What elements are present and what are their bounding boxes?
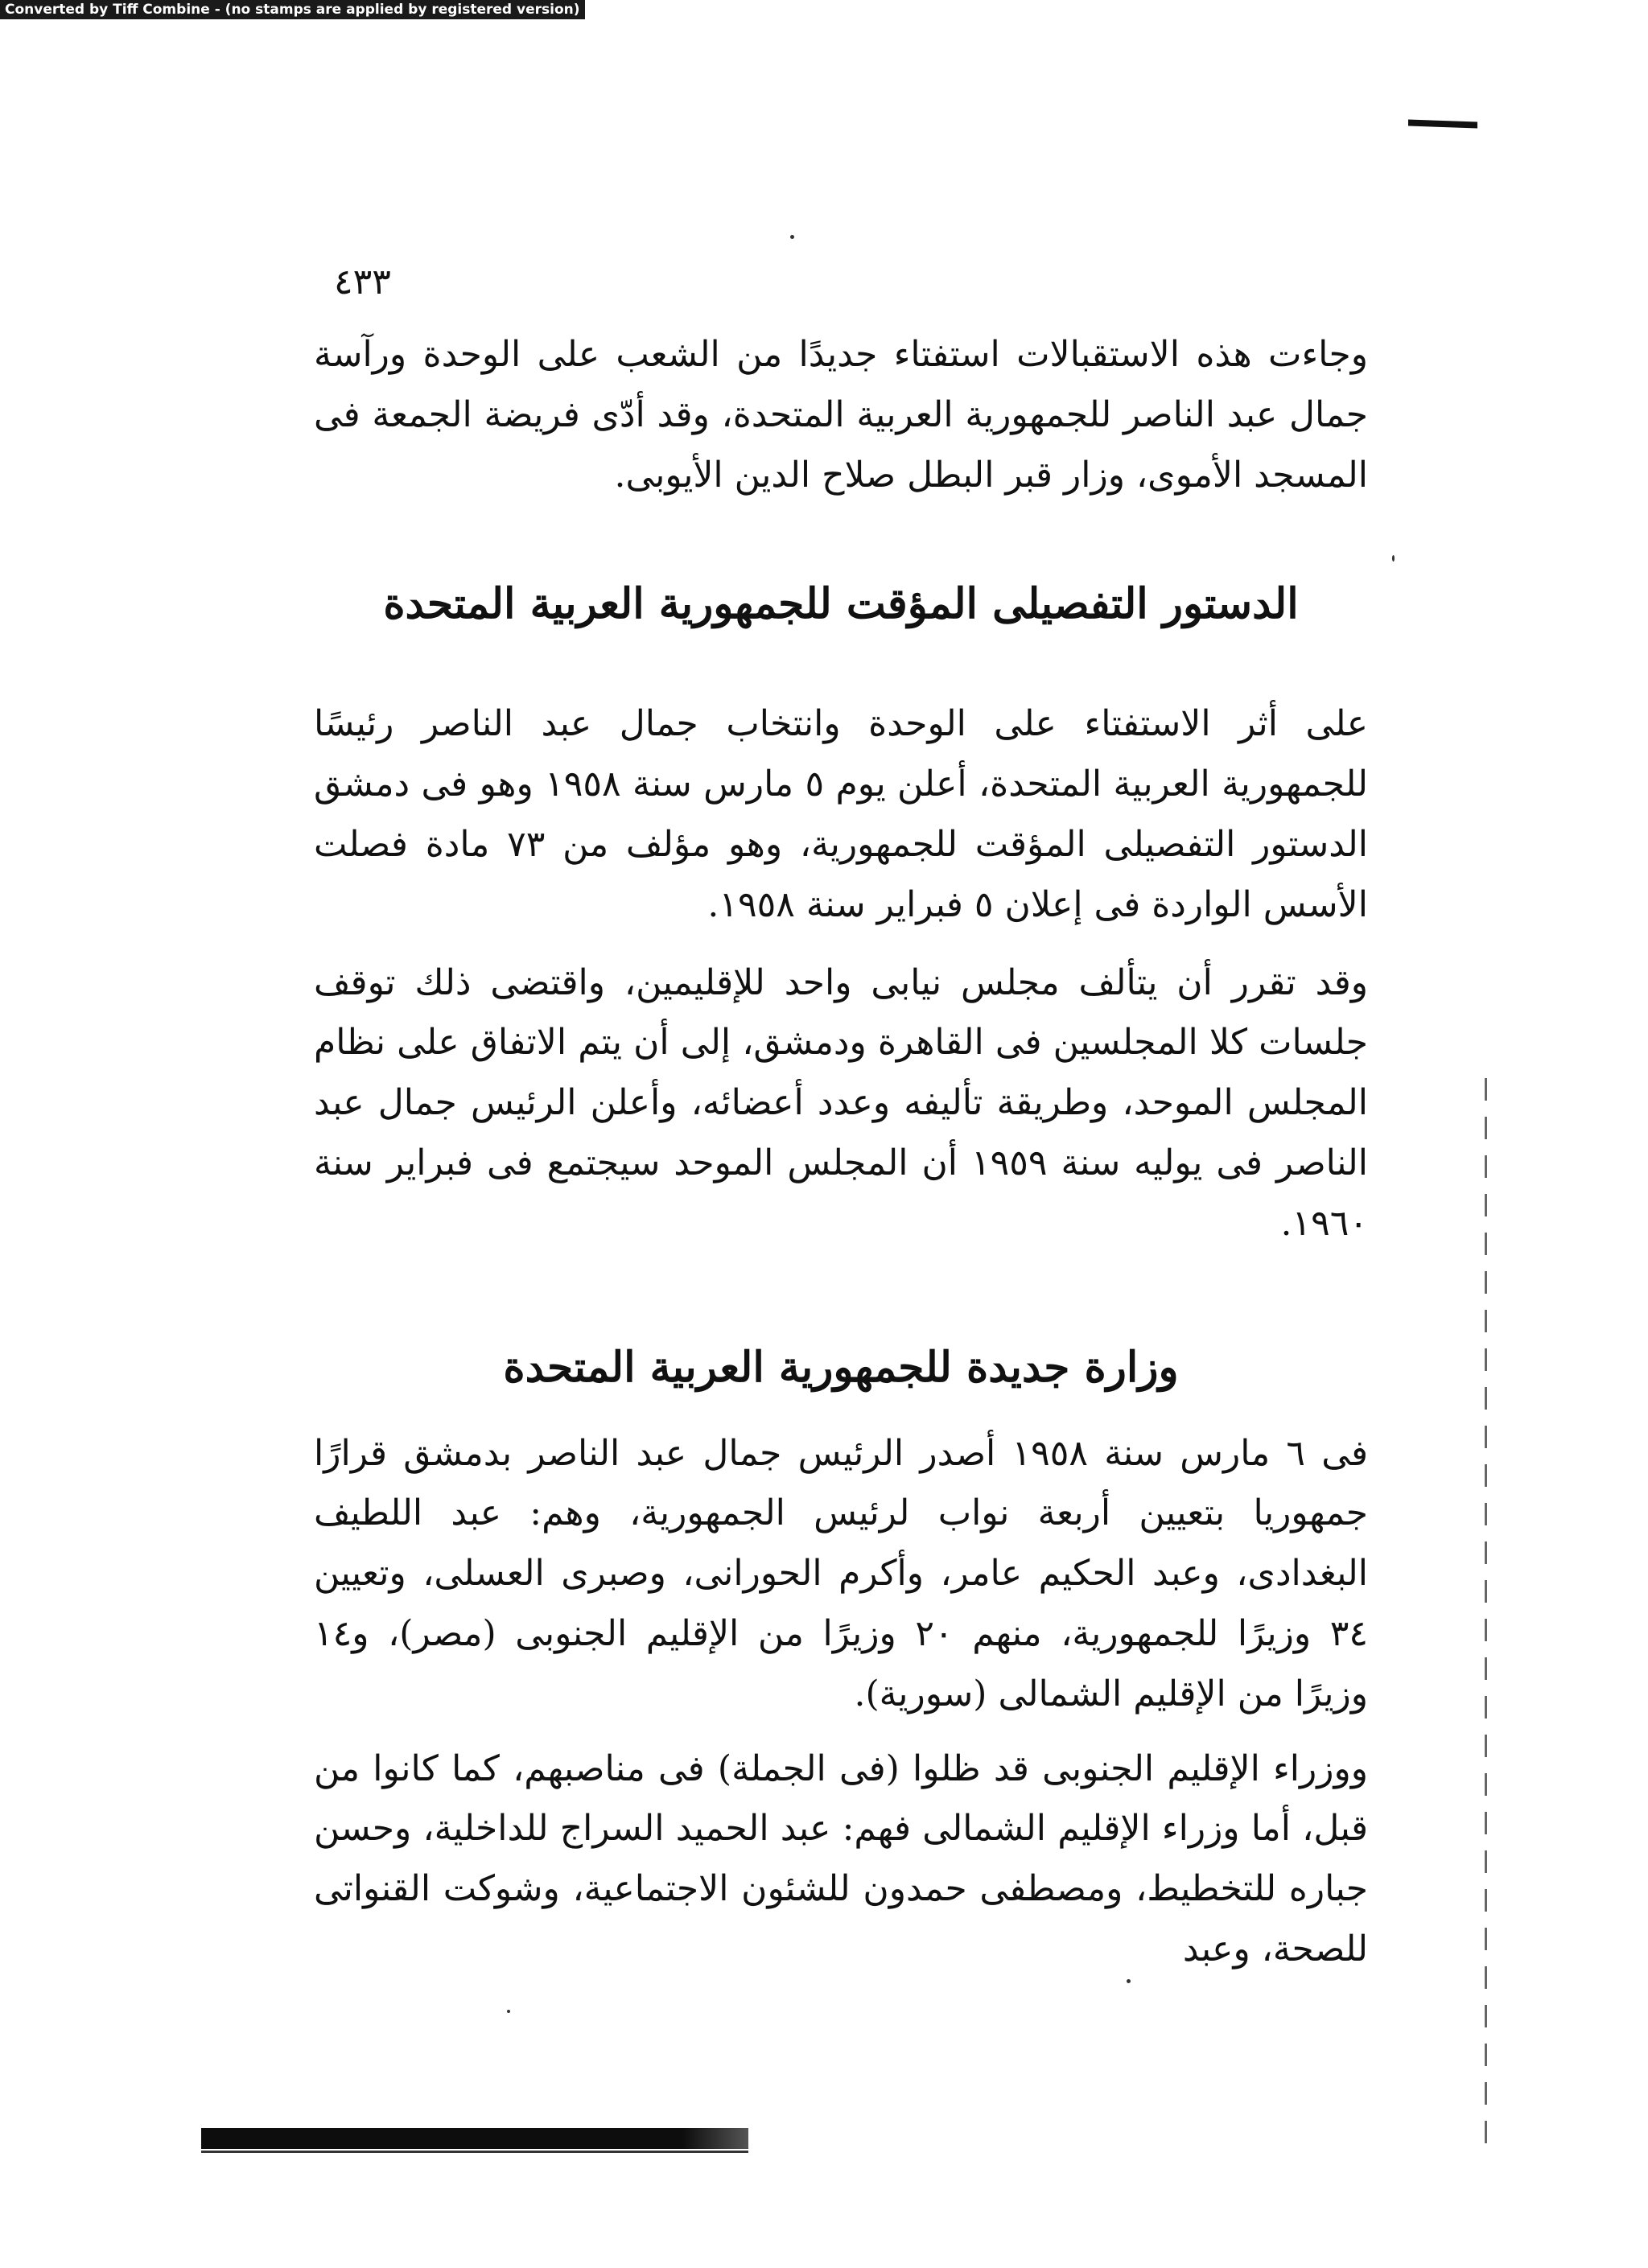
scan-speck bbox=[790, 235, 794, 239]
page-number: ٤٣٣ bbox=[334, 261, 391, 303]
scan-speck bbox=[1127, 1979, 1131, 1983]
scan-speck bbox=[1392, 555, 1395, 562]
paragraph-intro: وجاءت هذه الاستقبالات استفتاء جديدًا من الشعب على الوحدة ورآسة جمال عبد الناصر للجمهورية العربية المتحدة، وقد أدّى فريضة الجمعة فى المسجد الأموى، وزار قبر البطل صلاح الدين الأيوبى. bbox=[314, 334, 1369, 496]
paragraph-constitution-2: وقد تقرر أن يتألف مجلس نيابى واحد للإقليمين، واقتضى ذلك توقف جلسات كلا المجلسين فى القاهرة ودمشق، إلى أن يتم الاتفاق على نظام المجلس الموحد، وطريقة تأليفه وعدد أعضائه، وأعلن الرئيس جمال عبد الناصر فى يوليه سنة ١٩٥٩ أن المجلس الموحد سيجتمع فى فبراير سنة ١٩٦٠. bbox=[314, 961, 1368, 1244]
paragraph-constitution-1: على أثر الاستفتاء على الوحدة وانتخاب جمال عبد الناصر رئيسًا للجمهورية العربية المتحدة، أعلن يوم ٥ مارس سنة ١٩٥٨ وهو فى دمشق الدستور التفصيلى المؤقت للجمهورية، وهو مؤلف من ٧٣ مادة فصلت الأسس الواردة فى إعلان ٥ فبراير سنة ١٩٥٨. bbox=[314, 703, 1368, 925]
scan-mark-right-edge bbox=[1485, 1078, 1487, 2148]
section-heading-ministry: وزارة جديدة للجمهورية العربية المتحدة bbox=[503, 1342, 1179, 1392]
scan-speck bbox=[507, 2010, 510, 2013]
scan-mark-bottom-line bbox=[201, 2151, 748, 2153]
section-heading-constitution: الدستور التفصيلى المؤقت للجمهورية العربية المتحدة bbox=[383, 579, 1299, 629]
paragraph-ministry-2: ووزراء الإقليم الجنوبى قد ظلوا (فى الجملة) فى مناصبهم، كما كانوا من قبل، أما وزراء الإقليم الشمالى فهم: عبد الحميد السراج للداخلية، وحسن جباره للتخطيط، ومصطفى حمدون للشئون الاجتماعية، وشوكت القنواتى للصحة، وعبد bbox=[314, 1747, 1368, 1970]
scan-mark-bottom-bar bbox=[201, 2128, 748, 2149]
scan-mark-top-right bbox=[1408, 119, 1477, 128]
page-body bbox=[314, 256, 1368, 1980]
converter-banner: Converted by Tiff Combine - (no stamps are applied by registered version) bbox=[0, 0, 585, 19]
paragraph-ministry-1: فى ٦ مارس سنة ١٩٥٨ أصدر الرئيس جمال عبد الناصر بدمشق قرارًا جمهوريا بتعيين أربعة نواب لرئيس الجمهورية، وهم: عبد اللطيف البغدادى، وعبد الحكيم عامر، وأكرم الحورانى، وصبرى العسلى، وتعيين ٣٤ وزيرًا للجمهورية، منهم ٢٠ وزيرًا من الإقليم الجنوبى (مصر)، و١٤ وزيرًا من الإقليم الشمالى (سورية). bbox=[314, 1432, 1368, 1714]
